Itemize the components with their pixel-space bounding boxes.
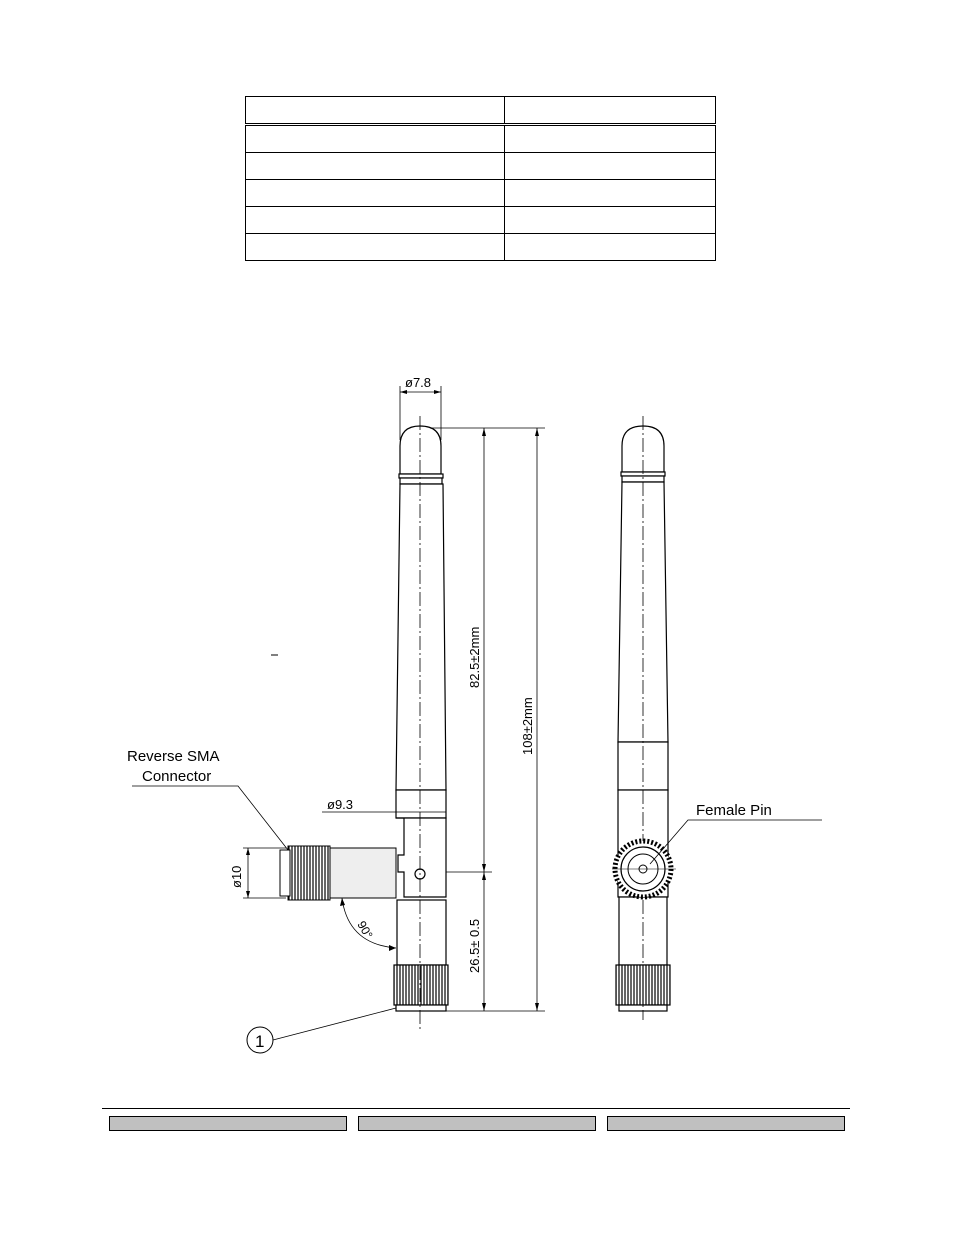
dim-hinge-diameter: ø9.3 [327,797,354,812]
table-cell [505,125,716,153]
antenna-side-view [394,426,448,1011]
table-header-row [246,97,716,125]
table-cell [246,153,505,180]
table-row [246,153,716,180]
angle-label: 90° [354,918,376,942]
dimension-lines [243,386,545,1011]
rsma-connector-side [280,846,396,900]
female-pin-label: Female Pin [696,802,772,819]
footer-cell-center [358,1116,596,1131]
table-cell [505,207,716,234]
table-cell [246,180,505,207]
footer-cell-right [607,1116,845,1131]
table-cell [505,180,716,207]
dim-tip-diameter: ø7.8 [405,375,432,390]
table-cell [246,207,505,234]
connector-leader-line [132,786,288,850]
spec-table [245,96,716,261]
female-pin-leader-line [650,820,822,864]
table-row [246,180,716,207]
table-row [246,125,716,153]
table-row [246,207,716,234]
dim-upper-length: 82.5±2mm [467,626,482,688]
footer-cell-left [109,1116,347,1131]
table-cell [505,153,716,180]
callout-number: 1 [255,1032,265,1051]
footer-rule [102,1108,850,1109]
connector-label-line1: Reverse SMA [127,748,220,765]
table-cell [246,125,505,153]
antenna-drawing [0,360,954,1080]
dim-total-length: 108±2mm [520,697,535,755]
table-cell [246,234,505,261]
dimension-arrows [246,390,539,1011]
dim-lower-length: 26.5± 0.5 [467,918,482,973]
table-cell [505,97,716,125]
table-row [246,234,716,261]
table-cell [246,97,505,125]
callout-leader-line [273,1008,396,1040]
dim-connector-diameter: ø10 [229,865,244,888]
table-cell [505,234,716,261]
connector-label-line2: Connector [142,768,212,785]
